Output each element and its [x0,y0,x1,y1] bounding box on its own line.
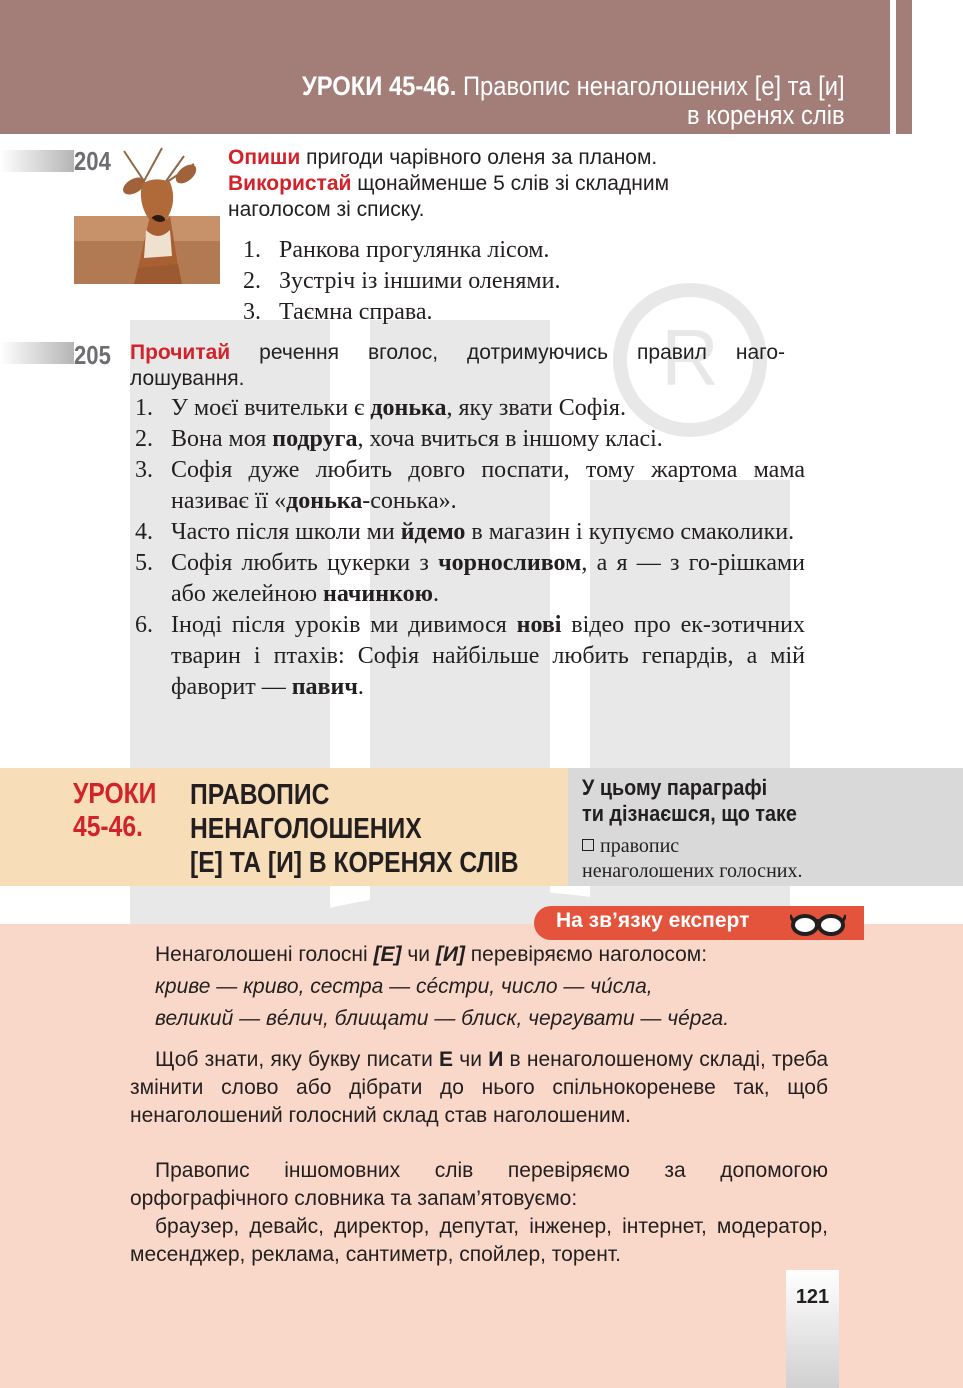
rule-explanation: Щоб знати, яку букву писати Е чи И в ненаголошеному складі, треба змінити слово або дібрати до нього спільнокореневе так, щоб ненаголошений голосний склад став наголошеним. [130,1048,829,1127]
header-side-strip [896,0,912,134]
list-item: 5. Софія любить цукерки з чорносливом, а я — з го-рішками або желейною начинкою. [135,550,806,607]
rule-foreign-words: Правопис іншомовних слів перевіряємо за допомогою орфографічного словника та запам’ятовуємо: [130,1159,828,1210]
list-item: 3. Софія дуже любить довго поспати, тому жартома мама називає її «донька-сонька». [135,457,805,514]
exercise-tab-bar [0,150,74,172]
list-item: 6. Іноді після уроків ми дивимося нові відео про ек-зотичних тварин і птахів: Софія найбільше любить гепардів, а мій фаворит — павич. [135,612,805,700]
learn-heading: У цьому параграфі ти дізнаєшся, що таке [582,775,797,826]
list-item: 1. У моєї вчительки є донька, яку звати Софія. [135,395,626,421]
list-item: 4. Часто після школи ми йдемо в магазин і купуємо смаколики. [135,519,795,545]
exercise-204-task: Опиши пригоди чарівного оленя за планом. Використай щонайменше 5 слів зі складним наголосом зі списку. [228,146,670,221]
sentence-list [135,393,805,703]
rule-check-text: Ненаголошені голосні [Е] чи [И] перевіряємо наголосом: криве — криво, сестра — сéстри, число — чи́сла, великий — вéлич, блищати — блиск, чергувати — чéрга. [155,943,730,1030]
lesson-title: ПРАВОПИС НЕНАГОЛОШЕНИХ [Е] ТА [И] В КОРЕНЯХ СЛІВ [190,779,519,879]
plan-list [243,235,743,328]
svg-text:R: R [661,313,719,402]
learn-item: правопис ненаголошених голосних. [582,835,803,882]
checkbox-icon [582,839,594,851]
list-item: 1. Ранкова прогулянка лісом. [243,237,550,263]
lesson-label: УРОКИ 45-46. [73,778,157,843]
exercise-tab-bar [0,342,74,364]
foreign-words-list: браузер, девайс, директор, депутат, інженер, інтернет, модератор, месенджер, реклама, сантиметр, спойлер, торент. [130,1215,828,1266]
deer-illustration [74,146,220,284]
glasses-icon [790,909,846,939]
list-item: 2. Зустріч із іншими оленями. [243,268,561,294]
expert-label: На зв’язку експерт [556,909,750,932]
exercise-number: 205 [74,340,111,370]
exercise-number: 204 [74,146,111,176]
list-item: 3. Таємна справа. [243,299,433,325]
page-title: УРОКИ 45-46. Правопис ненаголошених [е] та [и] в коренях слів [302,71,845,130]
list-item: 2. Вона моя подруга, хоча вчиться в іншому класі. [135,426,663,452]
exercise-205-task: Прочитай речення вголос, дотримуючись правил наго- лошування. [130,341,785,390]
page-number: 121 [795,1286,830,1308]
